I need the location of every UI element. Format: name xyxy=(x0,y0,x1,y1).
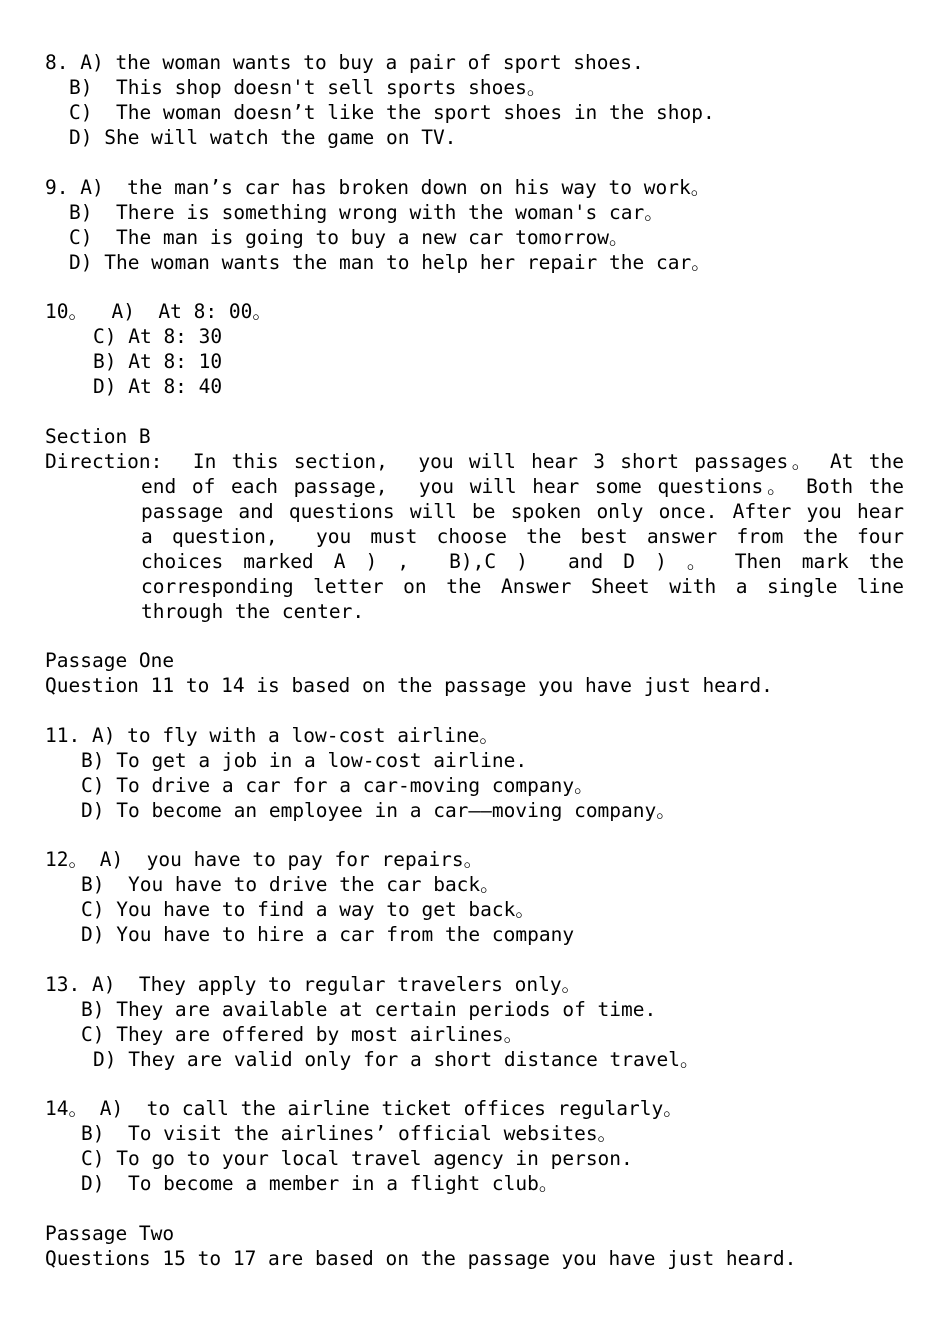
q9-option-b: B) There is something wrong with the woman's car。 xyxy=(69,201,664,224)
q14-option-b: B) To visit the airlines’ official websites。 xyxy=(81,1122,618,1145)
direction-line-1: Direction: In this section, you will hear 3 short passages。 At the xyxy=(45,450,904,473)
q9-option-c: C) The man is going to buy a new car tomorrow。 xyxy=(69,226,629,249)
direction-line-7: through the center. xyxy=(141,600,365,623)
q9-option-d: D) The woman wants the man to help her repair the car。 xyxy=(69,251,711,274)
q13-option-a: 13. A) They apply to regular travelers only。 xyxy=(45,973,582,996)
passage-one-intro: Question 11 to 14 is based on the passage you have just heard. xyxy=(45,674,773,697)
passage-two-title: Passage Two xyxy=(45,1222,175,1245)
q13-option-b: B) They are available at certain periods of time. xyxy=(81,998,657,1021)
q14-option-d: D) To become a member in a flight club。 xyxy=(81,1172,559,1195)
direction-line-5: choices marked A ) , B),C ) and D ) 。 Then mark the xyxy=(141,550,904,573)
q11-option-d: D) To become an employee in a car——moving company。 xyxy=(81,799,676,822)
q13-option-c: C) They are offered by most airlines。 xyxy=(81,1023,524,1046)
q8-option-d: D) She will watch the game on TV. xyxy=(69,126,457,149)
q13-option-d: D) They are valid only for a short distance travel。 xyxy=(93,1048,700,1071)
q10-option-c: C) At 8: 30 xyxy=(93,325,223,348)
q8-option-b: B) This shop doesn't sell sports shoes。 xyxy=(69,76,547,99)
q12-option-b: B) You have to drive the car back。 xyxy=(81,873,500,896)
q11-option-c: C) To drive a car for a car-moving company。 xyxy=(81,774,594,797)
q14-option-c: C) To go to your local travel agency in person. xyxy=(81,1147,633,1170)
direction-line-2: end of each passage, you will hear some questions。 Both the xyxy=(141,475,904,498)
q10-option-a: 10。 A) At 8: 00。 xyxy=(45,300,272,323)
direction-line-3: passage and questions will be spoken only once. After you hear xyxy=(141,500,904,523)
section-b-title: Section B xyxy=(45,425,151,448)
q10-option-b: B) At 8: 10 xyxy=(93,350,223,373)
q8-option-a: 8. A) the woman wants to buy a pair of sport shoes. xyxy=(45,51,644,74)
q12-option-a: 12。 A) you have to pay for repairs。 xyxy=(45,848,484,871)
q8-option-c: C) The woman doesn’t like the sport shoes in the shop. xyxy=(69,101,715,124)
q12-option-d: D) You have to hire a car from the company xyxy=(81,923,575,946)
direction-line-4: a question, you must choose the best answer from the four xyxy=(141,525,904,548)
passage-two-intro: Questions 15 to 17 are based on the passage you have just heard. xyxy=(45,1247,797,1270)
q9-option-a: 9. A) the man’s car has broken down on his way to work。 xyxy=(45,176,711,199)
q11-option-a: 11. A) to fly with a low-cost airline。 xyxy=(45,724,499,747)
q10-option-d: D) At 8: 40 xyxy=(93,375,223,398)
q12-option-c: C) You have to find a way to get back。 xyxy=(81,898,535,921)
direction-line-6: corresponding letter on the Answer Sheet with a single line xyxy=(141,575,904,598)
q11-option-b: B) To get a job in a low-cost airline. xyxy=(81,749,528,772)
q14-option-a: 14。 A) to call the airline ticket offices regularly。 xyxy=(45,1097,683,1120)
passage-one-title: Passage One xyxy=(45,649,175,672)
